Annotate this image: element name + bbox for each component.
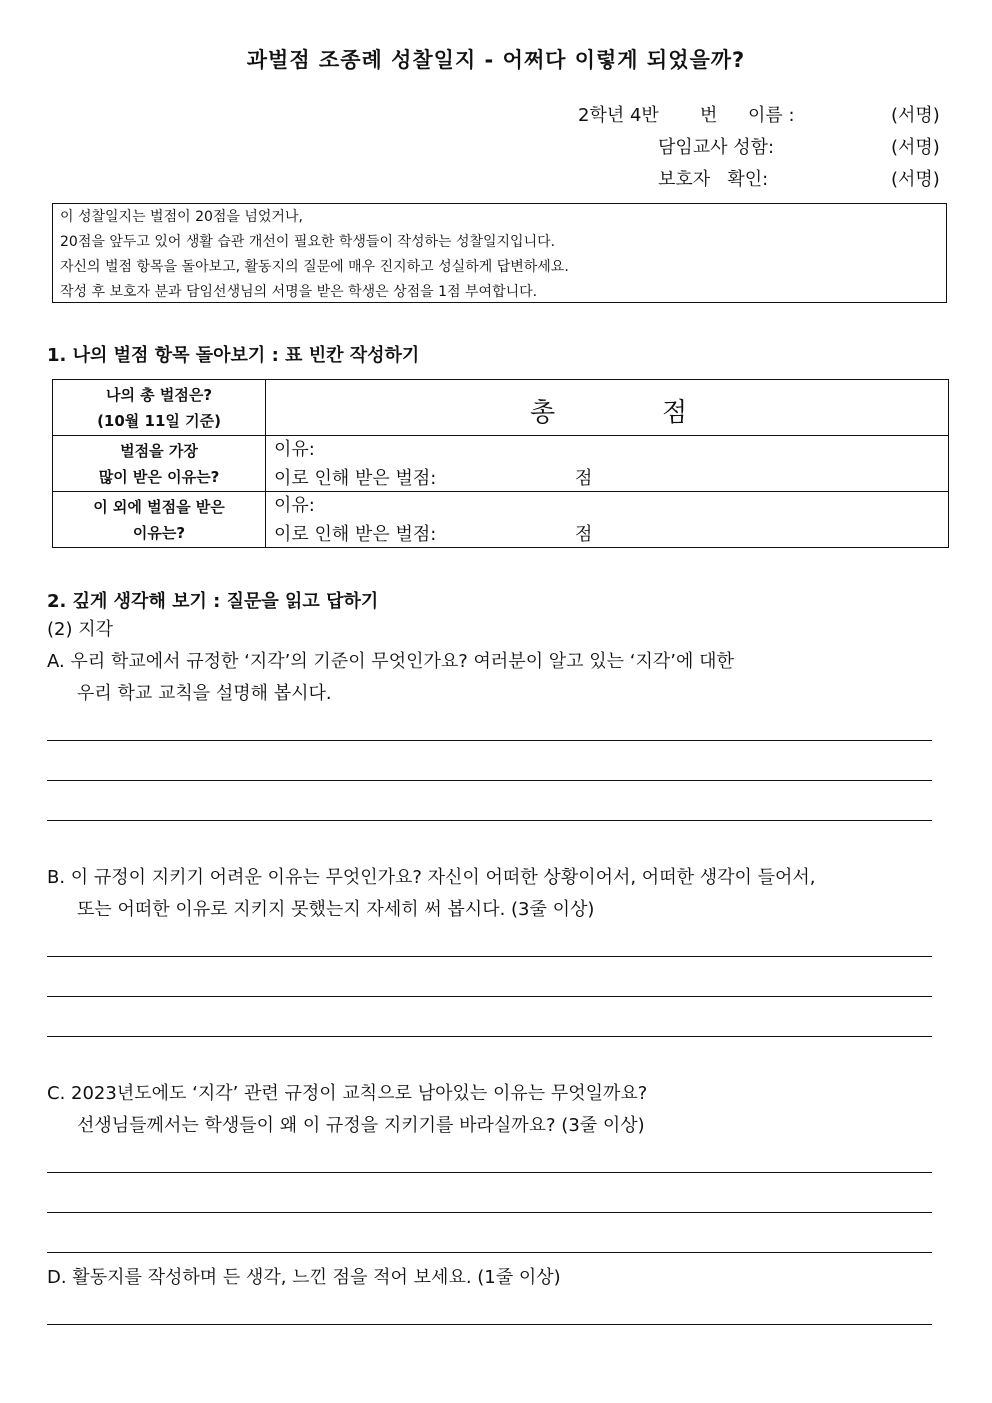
question-c-line2: 선생님들께서는 학생들이 왜 이 규정을 지키기를 바라실까요? (3줄 이상): [77, 1115, 645, 1136]
question-b-line1: B. 이 규정이 지키기 어려운 이유는 무엇인가요? 자신이 어떠한 상황이어서, 어떠한 생각이 들어서,: [47, 867, 816, 888]
answer-line-b3[interactable]: [47, 1036, 932, 1037]
table-row-main-reason: [53, 436, 949, 492]
main-reason-label-line2: 많이 받은 이유는?: [98, 467, 220, 486]
student-signature-field[interactable]: (서명): [891, 105, 940, 126]
points-label: 이로 인해 받은 벌점:: [274, 524, 437, 545]
student-name-label: 이름 :: [748, 105, 795, 126]
question-c-line1: C. 2023년도에도 ‘지각’ 관련 규정이 교칙으로 남아있는 이유는 무엇일까요?: [47, 1083, 648, 1104]
total-suffix: 점: [662, 398, 688, 428]
total-label-cell: [53, 380, 266, 436]
reason-label: 이유:: [274, 495, 315, 516]
points-unit: 점: [575, 468, 593, 489]
other-reason-answer-cell[interactable]: [266, 492, 949, 548]
notice-line: 이 성찰일지는 벌점이 20점을 넘었거나,: [60, 209, 303, 225]
notice-line: 작성 후 보호자 분과 담임선생님의 서명을 받은 학생은 상점을 1점 부여합니다.: [60, 284, 538, 300]
question-a-line2: 우리 학교 교칙을 설명해 봅시다.: [77, 683, 332, 704]
question-b: [47, 862, 815, 926]
guardian-signature-field[interactable]: (서명): [891, 169, 940, 190]
guardian-confirm-label: 보호자 확인:: [658, 169, 769, 190]
answer-line-c3[interactable]: [47, 1252, 932, 1253]
main-reason-label-cell: [53, 436, 266, 492]
document-title: 과벌점 조종례 성찰일지 - 어쩌다 이렇게 되었을까?: [246, 48, 746, 72]
table-row-other-reason: [53, 492, 949, 548]
main-reason-answer-cell[interactable]: [266, 436, 949, 492]
notice-line: 20점을 앞두고 있어 생활 습관 개선이 필요한 학생들이 작성하는 성찰일지입니다.: [60, 234, 556, 250]
student-number-label: 번: [700, 105, 718, 126]
answer-line-c2[interactable]: [47, 1212, 932, 1213]
table-row-total: [53, 380, 949, 436]
question-a-line1: A. 우리 학교에서 규정한 ‘지각’의 기준이 무엇인가요? 여러분이 알고 있는 ‘지각’에 대한: [47, 651, 734, 672]
penalty-table: [52, 379, 949, 548]
section2-heading: 2. 깊게 생각해 보기 : 질문을 읽고 답하기: [47, 591, 379, 612]
total-points-cell[interactable]: [266, 380, 949, 436]
question-d-line1: D. 활동지를 작성하며 든 생각, 느낀 점을 적어 보세요. (1줄 이상): [47, 1267, 561, 1288]
main-reason-label-line1: 벌점을 가장: [120, 441, 198, 460]
total-prefix: 총: [530, 398, 556, 428]
answer-line-a3[interactable]: [47, 820, 932, 821]
question-a: [47, 646, 734, 710]
section1-heading: 1. 나의 벌점 항목 돌아보기 : 표 빈칸 작성하기: [47, 345, 420, 366]
answer-line-a2[interactable]: [47, 780, 932, 781]
other-reason-label-line1: 이 외에 벌점을 받은: [93, 497, 225, 516]
notice-line: 자신의 벌점 항목을 돌아보고, 활동지의 질문에 매우 진지하고 성실하게 답변하세요.: [60, 259, 569, 275]
grade-class-label: 2학년 4반: [578, 105, 659, 126]
question-d: [47, 1262, 561, 1294]
teacher-signature-field[interactable]: (서명): [891, 137, 940, 158]
question-c: [47, 1078, 647, 1142]
answer-line-d1[interactable]: [47, 1324, 932, 1325]
points-unit: 점: [575, 524, 593, 545]
answer-line-b2[interactable]: [47, 996, 932, 997]
other-reason-label-line2: 이유는?: [132, 523, 186, 542]
total-label-line1: 나의 총 벌점은?: [105, 385, 213, 404]
reason-label: 이유:: [274, 439, 315, 460]
notice-box: [52, 203, 947, 303]
section2-subheading: (2) 지각: [47, 619, 113, 640]
total-label-line2: (10월 11일 기준): [97, 411, 221, 430]
points-label: 이로 인해 받은 벌점:: [274, 468, 437, 489]
answer-line-c1[interactable]: [47, 1172, 932, 1173]
teacher-name-label: 담임교사 성함:: [658, 137, 775, 158]
answer-line-b1[interactable]: [47, 956, 932, 957]
answer-line-a1[interactable]: [47, 740, 932, 741]
question-b-line2: 또는 어떠한 이유로 지키지 못했는지 자세히 써 봅시다. (3줄 이상): [77, 899, 595, 920]
other-reason-label-cell: [53, 492, 266, 548]
